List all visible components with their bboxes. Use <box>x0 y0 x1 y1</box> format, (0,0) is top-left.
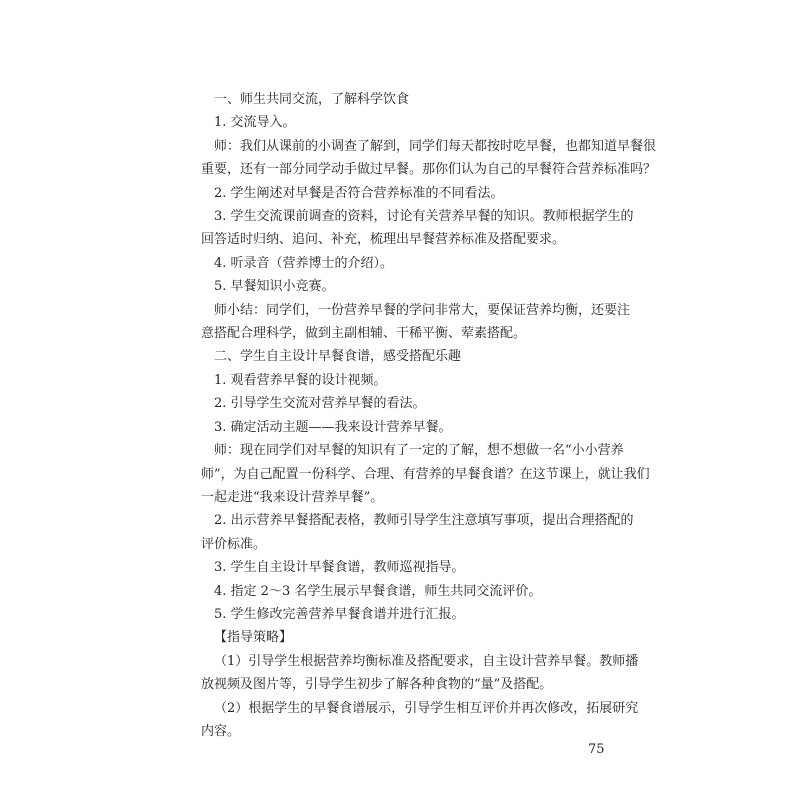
strategy-heading: 【指导策略】 <box>214 630 293 646</box>
paragraph-line: 一起走进“我来设计营养早餐”。 <box>201 489 384 505</box>
page-body <box>201 88 657 743</box>
list-item: （1）引导学生根据营养均衡标准及搭配要求，自主设计营养早餐。教师播 <box>214 653 639 669</box>
list-item: 3. 确定活动主题——我来设计营养早餐。 <box>214 419 452 435</box>
paragraph-line: 师”，为自己配置一份科学、合理、有营养的早餐食谱？在这节课上，就让我们 <box>201 466 650 482</box>
list-item: 2. 学生阐述对早餐是否符合营养标准的不同看法。 <box>214 185 504 201</box>
paragraph-line: 放视频及图片等，引导学生初步了解各种食物的“量”及搭配。 <box>201 677 553 693</box>
list-item: 5. 学生修改完善营养早餐食谱并进行汇报。 <box>214 606 465 622</box>
section-heading-2: 二、学生自主设计早餐食谱，感受搭配乐趣 <box>214 349 462 365</box>
list-item: 4. 指定 2～3 名学生展示早餐食谱，师生共同交流评价。 <box>214 583 542 599</box>
list-item: 1. 观看营养早餐的设计视频。 <box>214 372 387 388</box>
section-heading-1: 一、师生共同交流，了解科学饮食 <box>214 92 410 107</box>
paragraph-line: 重要，还有一部分同学动手做过早餐。那你们认为自己的早餐符合营养标准吗？ <box>201 162 657 178</box>
list-item: 2. 引导学生交流对营养早餐的看法。 <box>214 396 426 412</box>
paragraph-line: 师：我们从课前的小调查了解到，同学们每天都按时吃早餐，也都知道早餐很 <box>214 138 657 154</box>
list-item: 1. 交流导入。 <box>214 115 296 131</box>
paragraph-line: 意搭配合理科学，做到主副相辅、干稀平衡、荤素搭配。 <box>201 326 527 342</box>
paragraph-line: 师小结：同学们，一份营养早餐的学问非常大，要保证营养均衡，还要注 <box>214 302 631 318</box>
list-item: 2. 出示营养早餐搭配表格，教师引导学生注意填写事项，提出合理搭配的 <box>214 513 634 529</box>
list-item: 4. 听录音（营养博士的介绍）。 <box>214 255 394 271</box>
list-item: （2）根据学生的早餐食谱展示，引导学生相互评价并再次修改，拓展研究 <box>214 700 639 716</box>
paragraph-line: 回答适时归纳、追问、补充，梳理出早餐营养标准及搭配要求。 <box>201 232 566 248</box>
paragraph-line: 评价标准。 <box>201 536 267 552</box>
page-number: 75 <box>588 742 605 757</box>
paragraph-line: 内容。 <box>201 723 241 739</box>
paragraph-line: 师：现在同学们对早餐的知识有了一定的了解，想不想做一名“小小营养 <box>214 443 624 459</box>
list-item: 3. 学生交流课前调查的资料，讨论有关营养早餐的知识。教师根据学生的 <box>214 209 634 225</box>
list-item: 5. 早餐知识小竞赛。 <box>214 279 335 295</box>
list-item: 3. 学生自主设计早餐食谱，教师巡视指导。 <box>214 560 465 576</box>
